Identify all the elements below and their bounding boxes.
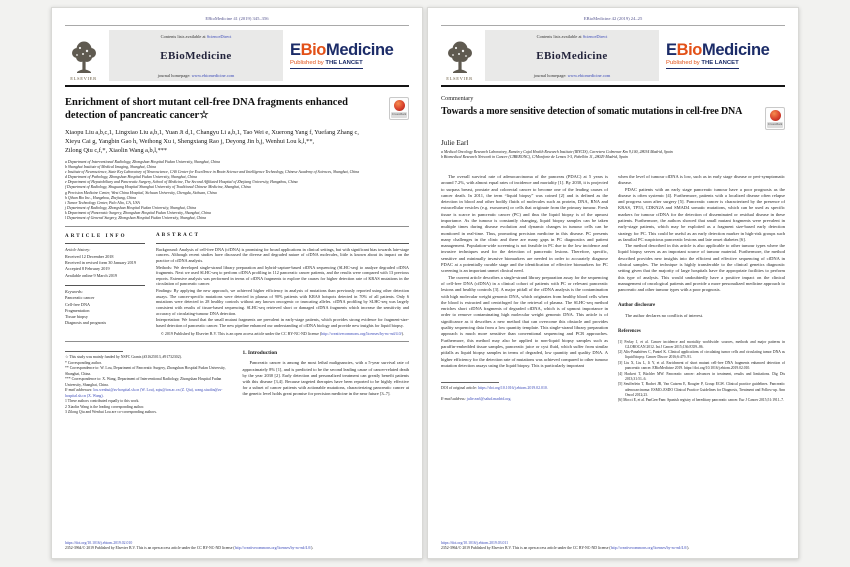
article-type-label: Commentary (441, 94, 474, 102)
affiliation-line: d Department of Pathology, Zhongshan Hospital Fudan University, Shanghai, China (65, 175, 198, 180)
page-footer (441, 539, 785, 552)
lancet-text: THE LANCET (325, 60, 363, 67)
disclosure-text: The author declares no conflicts of interest. (625, 313, 704, 319)
introduction-heading: 1. Introduction (242, 350, 278, 357)
footnotes-bottom (65, 399, 232, 416)
affiliation-line: f Department of Radiology, Shuguang Hospital Shanghai University of Traditional Chinese Medicine, Shanghai, China (65, 185, 251, 190)
crossmark-icon (394, 100, 405, 111)
article-info-rule (65, 243, 145, 244)
original-article-doi-link[interactable]: https://doi.org/10.1016/j.ebiom.2019.02.010. (477, 386, 548, 391)
history-line: Accepted 8 February 2019 (65, 266, 110, 272)
license-url-link[interactable]: http://creativecommons.org/licenses/by-nc-nd/4.0/ (610, 546, 688, 551)
author-line: Xiaopu Liu a,b,c,1, Lingxiao Liu a,b,1, Yuan Ji d,1, Changyu Li a,b,1, Tao Wei e, Xuerong Yang f, Yuefang Zhang c, (65, 129, 359, 137)
elsevier-wordmark: ELSEVIER (70, 75, 97, 81)
license-text: 2352-3964/© 2019 Published by Elsevier B.V. This is an open access article under the CC BY-NC-ND license ( (65, 546, 235, 551)
elsevier-logo (65, 30, 102, 81)
keyword: Fragmentation (65, 307, 90, 313)
author-email-link[interactable]: julie.earl@salud.madrid.org. (466, 396, 512, 401)
reference-item: [6] Mocci E, et al. PanGen-Fam: Spanish registry of hereditary pancreatic cancer. Eur J Cancer 2015;51:1911–7. (618, 398, 785, 403)
crossmark-icon (770, 110, 781, 121)
title-block (65, 96, 409, 122)
affiliation-line: j Department of Radiology, Zhongshan Hospital Fudan University, Shanghai, China (65, 206, 197, 210)
crossmark-badge[interactable] (389, 97, 409, 120)
ebiomedicine-wordmark (290, 42, 393, 59)
doi-label: DOI of original article: (441, 386, 478, 391)
elsevier-logo (441, 30, 478, 81)
doi-link[interactable]: https://doi.org/10.1016/j.ebiom.2019.02.010 (65, 540, 133, 545)
affiliation-line: e Department of Hepatobiliary and Pancreatic Surgery, School of Medicine, The Second Affiliated Hospital of Zhejiang University, Hangzhou, China (65, 180, 298, 185)
affiliation-line: a Department of Interventional Radiology, Zhongshan Hospital Fudan University, Shanghai, China (65, 159, 221, 164)
footnote-rule (65, 351, 123, 352)
reference-item: [4] Hackert T, Büchler MW. Pancreatic cancer: advances in treatment, results and limitations. Dig Dis 2013;31:51–6. (618, 371, 785, 381)
masthead-rule (65, 85, 409, 87)
reference-item: [3] Liu X, Liu L, Ji Y, et al. Enrichment of short mutant cell-free DNA fragments enhanced detection of pancreatic cancer. EBioMedicine 2019. https://doi.org/10.1016/j.ebiom.2019.02.010. (618, 361, 785, 371)
banner-journal-name: EBioMedicine (536, 49, 608, 62)
column-paragraphs (441, 174, 608, 369)
license-text: 2352-3964/© 2019 Published by Elsevier B.V. This is an open access article under the CC BY-NC-ND license ( (441, 546, 611, 551)
license-link[interactable]: http://creativecommons.org/licenses/by-nc-nd/4.0/ (321, 331, 402, 337)
journal-homepage-link[interactable]: www.ebiomedicine.com (191, 72, 235, 78)
header-rule (441, 25, 785, 26)
journal-homepage-link[interactable]: www.ebiomedicine.com (567, 72, 611, 78)
affiliation-line: g Precision Medicine Center, West China Hospital, Sichuan University, Chengdu, Sichuan, China (65, 190, 217, 195)
footnote: 1 These authors contributed equally to this work. (65, 399, 140, 404)
affiliation-list (441, 150, 785, 161)
history-label: Article history: (65, 247, 91, 253)
abstract-paragraph: Findings: By applying the new approach, we achieved higher efficiency in analysis of mutations than previously reported using other detection assays. The cancer-specific mutations were detected in plasma of 90% patients with KRAS hotspots detected in 70% of all patients. Only 6 mutations were detected in 28 healthy controls without any known oncogenic or truncating alleles. cfDNA profiling by SLHC-seq was largely consistent with results of tissue-based sequencing. SLHC-seq retrieved short or damaged cfDNA fragments which increase the sensitivity and accuracy of circulating-tumour DNA detection. (156, 288, 409, 316)
abstract-paragraphs (156, 247, 409, 329)
introduction-paragraph: Pancreatic cancer is among the most lethal malignancies, with a 5-year survival rate of approximately 8% [1], and is predicted to be the second leading cause of cancer-related death by the year 2030 [2]. Early detection and personalized treatment can greatly benefit patients with this disease [3,4]. Because targeted therapies have been reported to be highly effective for a subset of cancer patients with actionable mutations, characterizing pancreatic cancer at the genetic level holds great promise for precision medicine in the near future [3–7]. (242, 360, 409, 397)
email-line (441, 397, 608, 403)
references-heading: References (618, 328, 641, 334)
author-name: Julie Earl (441, 138, 469, 147)
footnote: ** Correspondence to: W. Lou, Department of Pancreatic Surgery, Zhongshan Hospital Fudan University, Shanghai, China. (65, 366, 226, 376)
abstract-paragraph: Background: Analysis of cell-free DNA (cfDNA) is promising for broad applications in clinical settings, but with significant bias towards late-stage cancers. Although recent studies have discussed the diverse and degraded nature of cfDNA molecules, little is known about its impact on the practice of cfDNA analysis. (156, 246, 409, 263)
contents-line (113, 34, 279, 39)
copyright-suffix: ). (401, 331, 405, 337)
footnote: *** Correspondence to: X. Wang, Department of Interventional Radiology, Zhongshan Hospital Fudan University, Shanghai, China. (65, 377, 222, 387)
column-paragraphs (618, 174, 785, 294)
header-rule (65, 25, 409, 26)
keyword: Diagnosis and prognosis (65, 320, 107, 326)
left-page (51, 7, 423, 559)
logo-bio: Bio (676, 40, 702, 59)
history-line: Received 12 December 2018 (65, 253, 114, 259)
history-line: Received in revised form 30 January 2019 (65, 260, 136, 266)
body-paragraph: PDAC patients with an early stage pancreatic tumour have a poor prognosis as the disease is often systemic [4]. Furthermore, patients with a localized disease often relapse and progress soon after surgery [5]. Pancreatic cancer is characterized by the presence of KRAS, TP53, CDKN2A and SMAD4 somatic mutations, which can be used as specific markers for tumour cfDNA for the detection of disseminated or residual disease in these patients. Furthermore, the authors showed that small mutant fragments were prevalent in early-stage patients, which may be exploited as a fragment size-based early detection strategy for PC. This could be useful as an early detection marker in high-risk groups such as familial PC suspicious pancreatic lesions and late onset diabetes [6]. (618, 186, 785, 242)
contents-prefix: Contents lists available at (160, 33, 207, 39)
body-column-right (618, 174, 785, 404)
lancet-text: THE LANCET (701, 60, 739, 67)
keywords-label: Keywords: (65, 288, 83, 294)
right-page (427, 7, 799, 559)
original-article-doi-line (441, 386, 608, 392)
abstract-column (156, 233, 409, 336)
banner-journal-name: EBioMedicine (160, 49, 232, 62)
footnote-rule (441, 382, 499, 383)
keyword: Tissue biopsy (65, 314, 89, 320)
commentary-body (441, 174, 785, 404)
abstract-copyright (156, 331, 409, 336)
published-by-text: Published by (666, 60, 702, 67)
elsevier-tree-icon (445, 40, 475, 75)
published-by-lancet (666, 60, 739, 69)
keywords-list (65, 295, 145, 326)
running-head: EBioMedicine 42 (2019) 24–25 (583, 16, 643, 21)
sciencedirect-link[interactable]: ScienceDirect (206, 33, 232, 39)
introduction-column (243, 348, 410, 416)
crossmark-label: CrossMark (767, 122, 783, 127)
body-paragraph: when the level of tumour cfDNA is low, such as in early stage disease or peri-symptomatic disease. (618, 173, 785, 186)
affiliation-line: b Biomedical Research Network in Cancer (CIBERONC), C/Monforte de Lemos 3-5, Pabellón 11, 28029 Madrid, Spain (441, 155, 628, 160)
article-info-heading: ARTICLE INFO (65, 234, 127, 240)
history-list (65, 254, 145, 279)
journal-banner (485, 30, 659, 81)
homepage-line (489, 73, 655, 78)
reference-item: [1] Ferlay J, et al. Cancer incidence and mortality worldwide: sources, methods and major patterns in GLOBOCAN 2012. Int J Cancer 2015;136:E359–86. (618, 339, 785, 349)
body-divider (65, 341, 409, 342)
title-block (441, 106, 785, 130)
affiliation-line: k Department of Pancreatic Surgery, Zhongshan Hospital Fudan University, Shanghai, China (65, 211, 211, 216)
license-suffix: ). (311, 546, 314, 551)
crossmark-label: CrossMark (391, 112, 407, 117)
footnote: ☆ This study was mainly funded by NSFC Grants (#31625013, #91732302). (65, 355, 182, 360)
affiliation-line: l Department of General Surgery, Zhongshan Hospital Fudan University, Shanghai, China (65, 216, 207, 221)
affiliation-line: h Qihan Bio Inc., Hangzhou, Zhejiang, China (65, 195, 137, 200)
copyright-text: © 2019 Published by Elsevier B.V. This is an open access article under the CC BY-NC-ND license ( (160, 331, 322, 337)
elsevier-wordmark: ELSEVIER (446, 75, 473, 81)
masthead (441, 30, 785, 81)
homepage-prefix: journal homepage: (157, 72, 192, 78)
author-line: Xieyu Cai g, Yangbin Gao h, Weihong Xu i, Shengxiang Rao j, Deyong Jin b,j, Wenhui Lou k,l,**, (65, 138, 315, 146)
body-column-left (441, 174, 608, 404)
contents-line (489, 34, 655, 39)
abstract-rule (156, 243, 409, 244)
author-list (65, 128, 409, 155)
page-footer (65, 539, 409, 552)
doi-link[interactable]: https://doi.org/10.1016/j.ebiom.2019.03.011 (441, 540, 509, 545)
reference-item: [5] Seufferlein T, Bachet JB, Van Cutsem E, Rougier P, Group EGW. Clinical practice guidelines. Pancreatic adenocarcinoma: ESMO–ESDO Clinical Practice Guidelines for Diagnosis, Treatment and Follow-up. Ann Oncol 2012;23. (618, 382, 785, 397)
footnotes-column (65, 348, 232, 416)
body-paragraph: The method described in this article is also applicable to other tumour types where the liquid biopsy serves as an important source of tumour material. Furthermore, the method described provides new insights into the efficient and effective sequencing of cfDNA in clinical samples. The technique is highly transferable to the clinical genetics diagnostic setting given that the majority of large hospitals have the appropriate facilities to perform this type of analysis. This would undoubtedly have a positive impact on the clinical management of oncological patients and provide a more personalized medicine approach to pancreatic and other tumour types with a poor prognosis. (618, 243, 785, 293)
affiliation-line: b Shanghai Institute of Medical Imaging, Shanghai, China (65, 164, 157, 169)
logo-medicine: Medicine (326, 40, 394, 59)
license-line (441, 546, 785, 552)
body-paragraph: The overall survival rate of adenocarcinoma of the pancreas (PDAC) at 5 years is around 7.2%, with almost equal rates of incidence and mortality [1]. By 2030, it is projected to surpass breast, prostate and colorectal cancer to become one of the leading causes of cancer death. In 2011, the term “liquid biopsy” was coined [2] and is defined as the detection in blood and other bodily fluids of molecules such as protein, DNA, RNA and extracellular vesicles (e.g. exosomes) or cells that originate from the primary tumour. Fresh tissue is scarce in pancreatic cancer (PC) and thus the liquid biopsy is of the upmost importance. As the tumour is constantly changing, liquid biopsy samples can be taken multiple times during disease evolution and dynamic changes in tumour cells can be monitored in real-time. Thus, promoting precision medicine in this disease. PC presents many challenges in the clinic and there are many gaps in PC diagnostics and patient management. Population-wide screening is not feasible in PC due to the low incidence and invasive techniques used for the detection of pancreatic lesions. Therefore, specific, sensitive and minimally invasive biomarkers are needed in order to accurately diagnose PDAC at a potentially curable stage and the identification of effective biomarkers for PC screening is an important unmet clinical need. (441, 173, 608, 274)
email-label: E-mail address: (441, 396, 467, 401)
contents-prefix: Contents lists available at (536, 33, 583, 39)
affiliation-line: i Tumor Technology Center, Palo Alto, CA, USA (65, 200, 140, 205)
affiliation-list (65, 160, 409, 222)
article-info-column (65, 233, 156, 336)
ebiomedicine-logo (290, 30, 409, 81)
license-suffix: ). (687, 546, 690, 551)
sciencedirect-link[interactable]: ScienceDirect (582, 33, 608, 39)
homepage-line (113, 73, 279, 78)
keyword: Pancreatic cancer (65, 295, 95, 301)
history-line: Available online 9 March 2019 (65, 272, 118, 278)
affiliation-line: a Medical Oncology Research Laboratory, Ramón y Cajal Health Research Institute (IRYCIS), Carretera Colmenar Km 9,100, 28034 Madrid, Spain (441, 149, 673, 154)
abstract-heading: ABSTRACT (156, 233, 201, 239)
footnote: 2 Xiaolin Wang is the leading corresponding author. (65, 404, 145, 409)
logo-e: E (666, 40, 677, 59)
article-title: Towards a more sensitive detection of somatic mutations in cell-free DNA (441, 105, 743, 117)
keywords-rule (65, 285, 145, 286)
bottom-columns (65, 348, 409, 416)
ebiomedicine-wordmark (666, 42, 769, 59)
article-title: Enrichment of short mutant cell-free DNA fragments enhanced detection of pancreatic cancer☆ (65, 96, 348, 122)
info-abstract-section (65, 233, 409, 336)
masthead-rule (441, 85, 785, 87)
footnote: * Corresponding author. (65, 360, 102, 365)
email-links[interactable]: lou.wenhui@zs-hospital.sh.cn (W. Lou), zqiu@ion.ac.cn (Z. Qiu), wang.xiaolin@zs-hospital.sh.cn (X. Wang). (65, 388, 223, 398)
logo-medicine: Medicine (702, 40, 770, 59)
email-footnote (65, 388, 232, 399)
section-divider (65, 226, 409, 227)
ebiomedicine-logo (666, 30, 785, 81)
published-by-lancet (290, 60, 363, 69)
running-head: EBioMedicine 41 (2019) 345–356 (205, 16, 269, 21)
logo-bio: Bio (300, 40, 326, 59)
abstract-paragraph: Interpretation: We found that the small mutant fragments are prevalent in early-stage patients, which provides strong evidence for fragment-size-based detection of pancreatic cancer. The new pipeline enhanced our understanding of cfDNA biology and provide new insights for liquid biopsy. (156, 317, 409, 328)
affiliation-line: c Institute of Neuroscience, State Key Laboratory of Neuroscience, CAS Center for Excellence in Brain Science and Intelligence Technology, Chinese Academy of Sciences, Shanghai, China (65, 169, 360, 174)
journal-banner (109, 30, 283, 81)
footnotes-top (65, 355, 232, 388)
masthead (65, 30, 409, 81)
email-label: E-mail addresses: (65, 388, 94, 393)
footnote: 3 Zilong Qiu and Wenhui Lou are co-corresponding authors. (65, 410, 157, 415)
reference-list (618, 340, 785, 404)
abstract-paragraph: Methods: We developed single-strand library preparation and hybrid-capture-based cfDNA sequencing (SLHC-seq) to analyze degraded cfDNA fragments. Next we used SLHC-seq to perform cfDNA profiling in 112 pancreatic cancer patients, and the results were compared with 13 previous reports. Extensive analysis was performed in terms of cfDNA fragments to explore the causes for higher detection rate of KRAS mutations in the circulation of pancreatic cancer. (156, 264, 409, 287)
license-line (65, 546, 409, 552)
footnote-block (441, 382, 608, 403)
homepage-prefix: journal homepage: (533, 72, 568, 78)
body-paragraph: The current article describes a single-strand library preparation assay for the sequencing of cell-free DNA (cfDNA) in a clinical cohort of patients with PC or relevant pancreatic lesions and healthy controls [3]. A major pitfall of the cfDNA analysis is the contamination with high molecular weight genomic DNA, which originates from healthy blood cells when the blood is extracted and centrifuged for the retrieval of plasma. The SLHC-seq method enriches short cfDNA fragments of degraded cfDNA, which is of upmost importance in order to remove contaminating high molecular weight genomic DNA. This article is of significance as it describes a new method that can overcome this obstacle and provides quality sequencing data from a low quantity template. This single-strand library preparation approach is much more sensitive than conventional sequencing and PCR approaches. Furthermore, this method may also be applied to non-liquid biopsy samples such as paraffin-embedded tissue samples, pancreatic juice or cyst fluid, which suffer from similar pitfalls as liquid biopsy samples in terms of degraded, low quantity and quality DNA. A higher efficiency for the detection rate of mutations was achieved compared to other tumour mutation detection assays using the liquid biopsy. This is particularly important (441, 274, 608, 368)
author-line: Zilong Qiu c,f,*, Xiaolin Wang a,b,l,*** (65, 147, 168, 155)
license-url-link[interactable]: http://creativecommons.org/licenses/by-nc-nd/4.0/ (234, 546, 312, 551)
crossmark-badge[interactable] (765, 107, 785, 130)
published-by-text: Published by (290, 60, 326, 67)
reference-item: [2] Alix-Panabières C, Pantel K. Clinical applications of circulating tumor cells and circulating tumor DNA as liquid biopsy. Cancer Discov 2016;6:479–91. (618, 350, 785, 360)
elsevier-tree-icon (69, 40, 99, 75)
disclosure-heading: Author disclosure (618, 302, 656, 308)
logo-e: E (290, 40, 301, 59)
keyword: Cell-free DNA (65, 301, 90, 307)
